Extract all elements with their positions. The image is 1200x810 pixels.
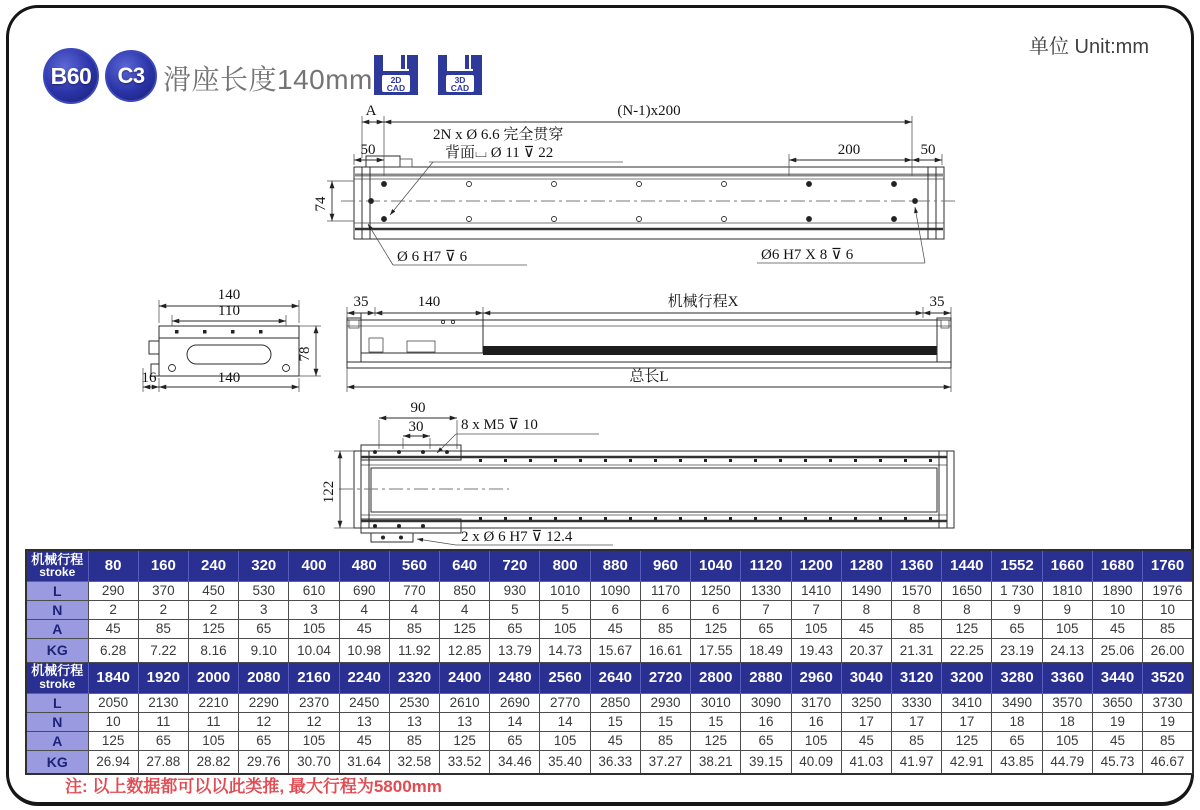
spec-value-cell: 105: [791, 731, 841, 750]
spec-value-cell: 41.03: [841, 750, 891, 774]
spec-value-cell: 39.15: [741, 750, 791, 774]
spec-row-a: [26, 619, 1193, 638]
spec-value-cell: 65: [741, 619, 791, 638]
spec-value-cell: 2530: [389, 693, 439, 712]
spec-value-cell: 85: [640, 731, 690, 750]
stroke-value-cell: 1040: [691, 550, 741, 581]
spec-value-cell: 1330: [741, 581, 791, 600]
stroke-value-cell: 3120: [892, 662, 942, 693]
spec-value-cell: 3730: [1143, 693, 1193, 712]
stroke-corner-cell: 机械行程 stroke: [26, 550, 88, 581]
drawing-top-view: [313, 103, 957, 265]
spec-value-cell: 3010: [691, 693, 741, 712]
spec-value-cell: 4: [440, 600, 490, 619]
spec-value-cell: 10.04: [289, 638, 339, 662]
spec-value-cell: 15: [691, 712, 741, 731]
spec-value-cell: 12: [289, 712, 339, 731]
stroke-corner-cell: 机械行程 stroke: [26, 662, 88, 693]
stroke-header-row: [26, 662, 1193, 693]
datasheet-panel: [6, 5, 1194, 806]
stroke-value-cell: 560: [389, 550, 439, 581]
footnote: 注: 以上数据都可以以此类推, 最大行程为5800mm: [65, 777, 442, 796]
spec-value-cell: 3570: [1042, 693, 1092, 712]
stroke-value-cell: 2720: [640, 662, 690, 693]
top-view-dimensions: [313, 103, 942, 221]
spec-value-cell: 610: [289, 581, 339, 600]
dim-140-carriage: 140: [417, 294, 441, 310]
spec-value-cell: 1 730: [992, 581, 1042, 600]
dim-50-right: 50: [920, 142, 936, 158]
spec-value-cell: 14.73: [540, 638, 590, 662]
spec-value-cell: 370: [138, 581, 188, 600]
spec-row-n: [26, 712, 1193, 731]
spec-value-cell: 37.27: [640, 750, 690, 774]
spec-value-cell: 41.97: [892, 750, 942, 774]
spec-value-cell: 85: [138, 619, 188, 638]
spec-value-cell: 2: [88, 600, 138, 619]
stroke-value-cell: 1760: [1143, 550, 1193, 581]
stroke-value-cell: 400: [289, 550, 339, 581]
grade-badge-c3-label: C3: [117, 63, 145, 88]
spec-value-cell: 10: [1092, 600, 1142, 619]
spec-value-cell: 11: [138, 712, 188, 731]
stroke-value-cell: 320: [239, 550, 289, 581]
spec-value-cell: 1570: [892, 581, 942, 600]
spec-value-cell: 21.31: [892, 638, 942, 662]
spec-value-cell: 1010: [540, 581, 590, 600]
spec-value-cell: 6: [640, 600, 690, 619]
stroke-value-cell: 3280: [992, 662, 1042, 693]
stroke-value-cell: 960: [640, 550, 690, 581]
model-badge-b60-label: B60: [50, 62, 92, 89]
stroke-value-cell: 3440: [1092, 662, 1142, 693]
spec-value-cell: 2690: [490, 693, 540, 712]
spec-value-cell: 22.25: [942, 638, 992, 662]
spec-value-cell: 1090: [590, 581, 640, 600]
spec-value-cell: 770: [389, 581, 439, 600]
spec-value-cell: 2610: [440, 693, 490, 712]
spec-value-cell: 2050: [88, 693, 138, 712]
spec-value-cell: 9: [992, 600, 1042, 619]
spec-value-cell: 16: [791, 712, 841, 731]
callout-m5: 8 x M5 ⊽ 10: [461, 417, 538, 433]
spec-value-cell: 12.85: [440, 638, 490, 662]
dim-90: 90: [410, 400, 426, 416]
spec-value-cell: 10: [1143, 600, 1193, 619]
spec-value-cell: 85: [1143, 619, 1193, 638]
spec-table: [25, 549, 1194, 775]
dim-78: 78: [297, 346, 313, 362]
spec-value-cell: 690: [339, 581, 389, 600]
stroke-value-cell: 800: [540, 550, 590, 581]
spec-value-cell: 930: [490, 581, 540, 600]
spec-value-cell: 105: [289, 619, 339, 638]
spec-value-cell: 15.67: [590, 638, 640, 662]
spec-value-cell: 15: [640, 712, 690, 731]
technical-drawings: [9, 8, 1200, 553]
spec-value-cell: 125: [440, 619, 490, 638]
dim-30: 30: [408, 419, 424, 435]
spec-value-cell: 6.28: [88, 638, 138, 662]
drawing-side-view: [347, 292, 951, 392]
spec-row-n: [26, 600, 1193, 619]
spec-value-cell: 5: [540, 600, 590, 619]
spec-value-cell: 26.00: [1143, 638, 1193, 662]
spec-value-cell: 45: [841, 731, 891, 750]
spec-value-cell: 8: [942, 600, 992, 619]
spec-value-cell: 15: [590, 712, 640, 731]
side-dimension-total: [347, 368, 951, 392]
spec-value-cell: 32.58: [389, 750, 439, 774]
spec-value-cell: 28.82: [188, 750, 238, 774]
spec-value-cell: 45: [1092, 619, 1142, 638]
spec-value-cell: 45: [339, 731, 389, 750]
stroke-value-cell: 3520: [1143, 662, 1193, 693]
cad-3d-label-line1: 3D: [454, 75, 466, 85]
spec-row-l: [26, 693, 1193, 712]
spec-value-cell: 7: [791, 600, 841, 619]
callout-counterbore: 背面⌴ Ø 11 ⊽ 22: [445, 145, 554, 161]
stroke-value-cell: 2000: [188, 662, 238, 693]
top-view-holes: [382, 182, 897, 222]
spec-value-cell: 40.09: [791, 750, 841, 774]
spec-value-cell: 3170: [791, 693, 841, 712]
callout-pinhole-left: Ø 6 H7 ⊽ 6: [397, 249, 468, 265]
spec-value-cell: 46.67: [1143, 750, 1193, 774]
spec-value-cell: 18: [992, 712, 1042, 731]
spec-value-cell: 1170: [640, 581, 690, 600]
spec-value-cell: 105: [289, 731, 339, 750]
spec-value-cell: 125: [942, 619, 992, 638]
spec-value-cell: 2: [188, 600, 238, 619]
row-label-cell: A: [26, 619, 88, 638]
spec-value-cell: 14: [540, 712, 590, 731]
spec-value-cell: 25.06: [1092, 638, 1142, 662]
spec-value-cell: 2: [138, 600, 188, 619]
section-body: [149, 326, 299, 376]
spec-value-cell: 33.52: [440, 750, 490, 774]
spec-value-cell: 19.43: [791, 638, 841, 662]
stroke-value-cell: 1440: [942, 550, 992, 581]
spec-value-cell: 2930: [640, 693, 690, 712]
spec-value-cell: 13.79: [490, 638, 540, 662]
spec-value-cell: 20.37: [841, 638, 891, 662]
spec-value-cell: 530: [239, 581, 289, 600]
spec-value-cell: 105: [791, 619, 841, 638]
spec-value-cell: 9: [1042, 600, 1092, 619]
spec-value-cell: 17: [892, 712, 942, 731]
bottom-body: [339, 445, 954, 542]
stroke-value-cell: 720: [490, 550, 540, 581]
stroke-value-cell: 3040: [841, 662, 891, 693]
spec-row-a: [26, 731, 1193, 750]
page-title: 滑座长度140mm: [163, 64, 373, 95]
spec-value-cell: 42.91: [942, 750, 992, 774]
spec-value-cell: 850: [440, 581, 490, 600]
spec-value-cell: 45: [1092, 731, 1142, 750]
spec-value-cell: 125: [440, 731, 490, 750]
spec-value-cell: 1410: [791, 581, 841, 600]
spec-value-cell: 85: [640, 619, 690, 638]
spec-value-cell: 2130: [138, 693, 188, 712]
dim-200: 200: [837, 142, 861, 158]
stroke-value-cell: 160: [138, 550, 188, 581]
spec-value-cell: 24.13: [1042, 638, 1092, 662]
spec-value-cell: 2850: [590, 693, 640, 712]
stroke-value-cell: 1840: [88, 662, 138, 693]
dim-74: 74: [313, 196, 329, 212]
spec-value-cell: 6: [691, 600, 741, 619]
dim-35-left: 35: [353, 294, 369, 310]
spec-value-cell: 8: [892, 600, 942, 619]
spec-value-cell: 35.40: [540, 750, 590, 774]
spec-value-cell: 65: [490, 731, 540, 750]
side-body: [347, 313, 951, 368]
spec-value-cell: 17: [942, 712, 992, 731]
dim-140-bottom: 140: [217, 370, 241, 386]
spec-value-cell: 65: [239, 731, 289, 750]
spec-value-cell: 8.16: [188, 638, 238, 662]
side-dimensions-top: [347, 292, 951, 318]
spec-value-cell: 27.88: [138, 750, 188, 774]
spec-value-cell: 45: [590, 731, 640, 750]
stroke-value-cell: 880: [590, 550, 640, 581]
spec-value-cell: 26.94: [88, 750, 138, 774]
spec-row-kg: [26, 638, 1193, 662]
spec-value-cell: 85: [389, 619, 439, 638]
row-label-cell: KG: [26, 750, 88, 774]
drawing-section-view: [142, 287, 322, 392]
dim-140-top: 140: [217, 287, 241, 303]
stroke-value-cell: 2880: [741, 662, 791, 693]
spec-value-cell: 2370: [289, 693, 339, 712]
mechanical-stroke-label: 机械行程X: [667, 294, 739, 310]
spec-value-cell: 105: [1042, 731, 1092, 750]
spec-value-cell: 13: [339, 712, 389, 731]
spec-value-cell: 125: [88, 731, 138, 750]
spec-value-cell: 12: [239, 712, 289, 731]
spec-value-cell: 450: [188, 581, 238, 600]
spec-value-cell: 4: [389, 600, 439, 619]
spec-value-cell: 13: [389, 712, 439, 731]
stroke-value-cell: 2160: [289, 662, 339, 693]
spec-value-cell: 19: [1092, 712, 1142, 731]
row-label-cell: L: [26, 581, 88, 600]
spec-value-cell: 85: [892, 731, 942, 750]
spec-value-cell: 19: [1143, 712, 1193, 731]
callout-pinhole-right: Ø6 H7 X 8 ⊽ 6: [761, 247, 854, 263]
cad-2d-label-line1: 2D: [390, 75, 402, 85]
dim-122: 122: [321, 480, 337, 504]
callout-through-holes: 2N x Ø 6.6 完全贯穿: [433, 127, 564, 143]
spec-value-cell: 85: [1143, 731, 1193, 750]
spec-value-cell: 18.49: [741, 638, 791, 662]
row-label-cell: N: [26, 600, 88, 619]
spec-value-cell: 11: [188, 712, 238, 731]
spec-value-cell: 2450: [339, 693, 389, 712]
dim-35-right: 35: [929, 294, 945, 310]
dim-50-left: 50: [360, 142, 376, 158]
row-label-cell: KG: [26, 638, 88, 662]
spec-value-cell: 3: [239, 600, 289, 619]
stroke-value-cell: 1660: [1042, 550, 1092, 581]
spec-value-cell: 16.61: [640, 638, 690, 662]
stroke-value-cell: 3200: [942, 662, 992, 693]
spec-value-cell: 105: [540, 731, 590, 750]
spec-value-cell: 1976: [1143, 581, 1193, 600]
spec-value-cell: 44.79: [1042, 750, 1092, 774]
spec-value-cell: 1250: [691, 581, 741, 600]
spec-value-cell: 17.55: [691, 638, 741, 662]
row-label-cell: L: [26, 693, 88, 712]
spec-value-cell: 125: [691, 619, 741, 638]
top-view-body: [341, 156, 957, 239]
spec-value-cell: 6: [590, 600, 640, 619]
spec-value-cell: 65: [741, 731, 791, 750]
stroke-header-row: [26, 550, 1193, 581]
dim-110: 110: [218, 303, 240, 319]
spec-value-cell: 3490: [992, 693, 1042, 712]
stroke-value-cell: 1552: [992, 550, 1042, 581]
spec-value-cell: 4: [339, 600, 389, 619]
stroke-value-cell: 2560: [540, 662, 590, 693]
dim-16: 16: [141, 370, 157, 386]
spec-value-cell: 45: [88, 619, 138, 638]
stroke-value-cell: 2240: [339, 662, 389, 693]
spec-value-cell: 10: [88, 712, 138, 731]
stroke-value-cell: 3360: [1042, 662, 1092, 693]
stroke-value-cell: 2320: [389, 662, 439, 693]
spec-value-cell: 9.10: [239, 638, 289, 662]
spec-value-cell: 65: [239, 619, 289, 638]
spec-value-cell: 36.33: [590, 750, 640, 774]
stroke-value-cell: 2960: [791, 662, 841, 693]
spec-value-cell: 3410: [942, 693, 992, 712]
dim-n1x200: (N-1)x200: [617, 103, 681, 119]
spec-table-body: [26, 550, 1193, 774]
spec-value-cell: 65: [992, 731, 1042, 750]
spec-value-cell: 30.70: [289, 750, 339, 774]
spec-value-cell: 2770: [540, 693, 590, 712]
spec-value-cell: 1490: [841, 581, 891, 600]
spec-value-cell: 34.46: [490, 750, 540, 774]
spec-value-cell: 43.85: [992, 750, 1042, 774]
stroke-value-cell: 2800: [691, 662, 741, 693]
spec-value-cell: 7.22: [138, 638, 188, 662]
spec-value-cell: 3: [289, 600, 339, 619]
spec-value-cell: 31.64: [339, 750, 389, 774]
stroke-value-cell: 2080: [239, 662, 289, 693]
spec-value-cell: 3330: [892, 693, 942, 712]
spec-value-cell: 1650: [942, 581, 992, 600]
stroke-value-cell: 1200: [791, 550, 841, 581]
drawing-bottom-view: [321, 400, 954, 545]
stroke-value-cell: 2640: [590, 662, 640, 693]
stroke-value-cell: 1920: [138, 662, 188, 693]
spec-value-cell: 2210: [188, 693, 238, 712]
spec-value-cell: 17: [841, 712, 891, 731]
spec-value-cell: 29.76: [239, 750, 289, 774]
callout-pin-bottom: 2 x Ø 6 H7 ⊽ 12.4: [461, 529, 573, 545]
cad-2d-label-line2: CAD: [386, 83, 406, 93]
stroke-value-cell: 2480: [490, 662, 540, 693]
row-label-cell: N: [26, 712, 88, 731]
spec-value-cell: 7: [741, 600, 791, 619]
spec-value-cell: 85: [892, 619, 942, 638]
spec-value-cell: 45: [590, 619, 640, 638]
spec-value-cell: 23.19: [992, 638, 1042, 662]
spec-value-cell: 65: [138, 731, 188, 750]
spec-value-cell: 45: [339, 619, 389, 638]
spec-value-cell: 85: [389, 731, 439, 750]
spec-value-cell: 65: [992, 619, 1042, 638]
stroke-value-cell: 1680: [1092, 550, 1142, 581]
dim-a: A: [365, 103, 377, 119]
stroke-value-cell: 640: [440, 550, 490, 581]
spec-row-l: [26, 581, 1193, 600]
spec-value-cell: 125: [691, 731, 741, 750]
spec-value-cell: 14: [490, 712, 540, 731]
spec-value-cell: 3650: [1092, 693, 1142, 712]
spec-value-cell: 16: [741, 712, 791, 731]
spec-value-cell: 11.92: [389, 638, 439, 662]
spec-value-cell: 125: [942, 731, 992, 750]
unit-label: 单位 Unit:mm: [1029, 36, 1149, 58]
spec-value-cell: 8: [841, 600, 891, 619]
spec-value-cell: 105: [540, 619, 590, 638]
spec-value-cell: 125: [188, 619, 238, 638]
stroke-value-cell: 1360: [892, 550, 942, 581]
stroke-value-cell: 480: [339, 550, 389, 581]
spec-value-cell: 3090: [741, 693, 791, 712]
row-label-cell: A: [26, 731, 88, 750]
total-length-label: 总长L: [629, 369, 669, 385]
spec-value-cell: 1810: [1042, 581, 1092, 600]
spec-value-cell: 5: [490, 600, 540, 619]
stroke-value-cell: 80: [88, 550, 138, 581]
spec-value-cell: 45.73: [1092, 750, 1142, 774]
stroke-value-cell: 1120: [741, 550, 791, 581]
spec-value-cell: 10.98: [339, 638, 389, 662]
spec-value-cell: 65: [490, 619, 540, 638]
spec-row-kg: [26, 750, 1193, 774]
stroke-value-cell: 240: [188, 550, 238, 581]
spec-value-cell: 38.21: [691, 750, 741, 774]
stroke-value-cell: 2400: [440, 662, 490, 693]
spec-value-cell: 45: [841, 619, 891, 638]
spec-value-cell: 18: [1042, 712, 1092, 731]
spec-value-cell: 1890: [1092, 581, 1142, 600]
cad-3d-label-line2: CAD: [450, 83, 470, 93]
spec-value-cell: 105: [1042, 619, 1092, 638]
stroke-value-cell: 1280: [841, 550, 891, 581]
spec-value-cell: 290: [88, 581, 138, 600]
spec-value-cell: 3250: [841, 693, 891, 712]
spec-value-cell: 13: [440, 712, 490, 731]
spec-value-cell: 105: [188, 731, 238, 750]
spec-value-cell: 2290: [239, 693, 289, 712]
